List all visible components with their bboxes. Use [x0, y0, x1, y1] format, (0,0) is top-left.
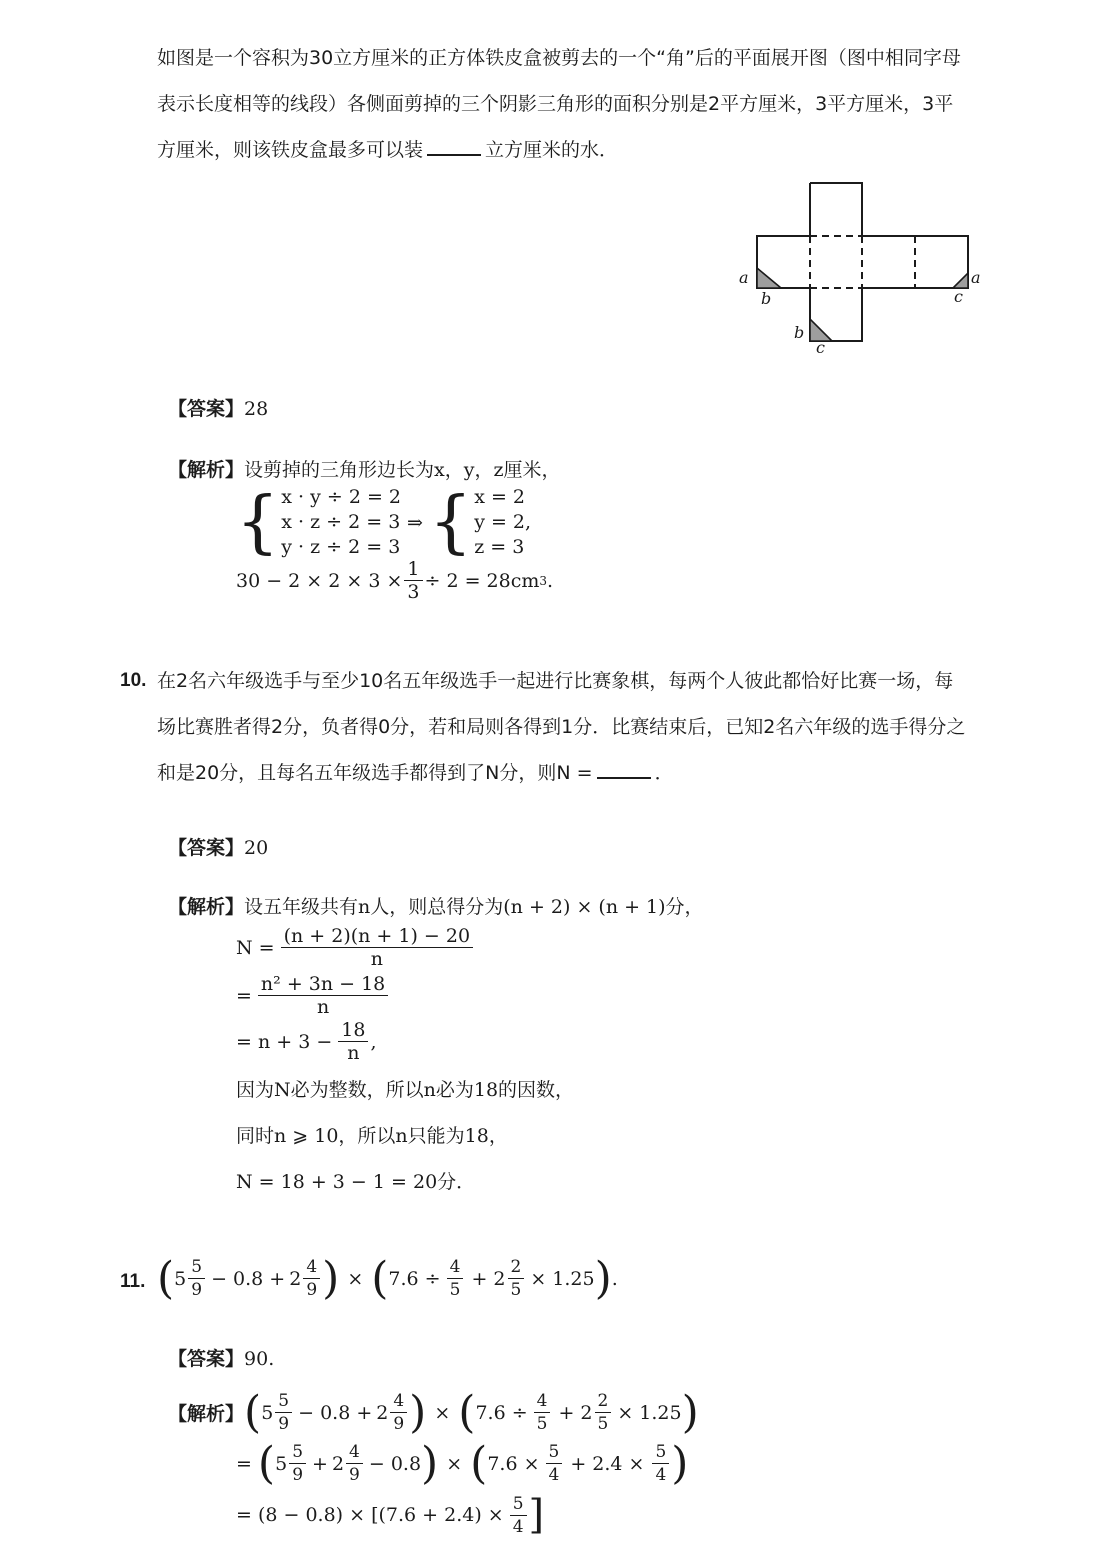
- paren: (: [157, 1252, 175, 1304]
- numerator: 2: [508, 1256, 525, 1279]
- numerator: 18: [338, 1019, 368, 1042]
- period: .: [611, 1267, 618, 1290]
- superscript: 3: [539, 573, 548, 588]
- paren: ): [421, 1437, 439, 1489]
- denominator: 5: [510, 1280, 522, 1300]
- equation: x · y ÷ 2 = 2: [281, 486, 402, 508]
- fraction: [534, 1390, 551, 1435]
- operator-text: 7.6 ÷: [475, 1401, 528, 1424]
- denominator: n: [316, 996, 330, 1018]
- q10-line-2: 场比赛胜者得2分，负者得0分，若和局则各得到1分．比赛结束后，已知2名六年级的选手得分之: [157, 716, 966, 738]
- q9-equation-system: [236, 482, 532, 562]
- denominator: 5: [449, 1280, 461, 1300]
- system-left: [281, 485, 401, 560]
- analysis-label: 【解析】: [168, 1403, 245, 1425]
- answer-label: 【答案】: [168, 398, 245, 420]
- numerator: 1: [404, 558, 422, 581]
- label-a-right: a: [971, 268, 981, 287]
- analysis-label: 【解析】: [168, 896, 245, 918]
- times-sign: ×: [446, 1452, 463, 1475]
- equation: x · z ÷ 2 = 3: [281, 511, 401, 533]
- equation: x = 2: [474, 486, 526, 508]
- numerator: 4: [303, 1256, 320, 1279]
- numerator: 5: [546, 1441, 563, 1464]
- denominator: 9: [278, 1414, 290, 1434]
- q10-line-3-text: 和是20分，且每名五年级选手都得到了N分，则N =: [157, 762, 593, 784]
- equation: z = 3: [474, 536, 525, 558]
- paren: (: [458, 1386, 476, 1438]
- q10-answer: [168, 833, 268, 860]
- label-c-right: c: [954, 287, 963, 306]
- numerator: 4: [346, 1441, 363, 1464]
- paren: ): [322, 1252, 340, 1304]
- q9-answer-blank: [427, 136, 481, 156]
- q10-line-c: N = 18 + 3 − 1 = 20分．: [236, 1171, 476, 1193]
- q10-analysis: [168, 892, 704, 919]
- denominator: 4: [655, 1465, 667, 1485]
- q9-answer: [168, 394, 268, 421]
- denominator: 5: [536, 1414, 548, 1434]
- fraction: [404, 558, 422, 603]
- q11-number: 11.: [120, 1271, 146, 1292]
- times-sign: ×: [434, 1401, 451, 1424]
- fraction: [275, 1390, 292, 1435]
- q10-line-3: [157, 750, 674, 796]
- mixed-whole: 5: [275, 1452, 288, 1475]
- numerator: 5: [275, 1390, 292, 1413]
- mixed-whole: 5: [261, 1401, 274, 1424]
- analysis-text: 设五年级共有n人，则总得分为(n + 2) × (n + 1)分，: [244, 896, 704, 918]
- fraction: [258, 973, 388, 1018]
- answer-label: 【答案】: [168, 837, 245, 859]
- fraction: [447, 1256, 464, 1301]
- denominator: n: [370, 948, 383, 970]
- step-text: = (8 − 0.8) × [(7.6 + 2.4) ×: [236, 1504, 504, 1526]
- q9-analysis: [168, 455, 560, 482]
- fraction: [338, 1019, 368, 1064]
- implies-arrow: ⇒: [407, 511, 423, 534]
- shaded-triangle-right: [953, 273, 968, 288]
- calc-text: ÷ 2 = 28cm: [424, 569, 540, 592]
- label-b-bottom: b: [794, 323, 805, 342]
- answer-value: 90.: [244, 1348, 275, 1370]
- net-fold-lines: [810, 236, 915, 288]
- denominator: 9: [306, 1280, 318, 1300]
- numerator: 4: [390, 1390, 407, 1413]
- system-right: [474, 485, 531, 560]
- numerator: 5: [510, 1493, 527, 1516]
- mixed-whole: 2: [376, 1401, 389, 1424]
- times-sign: ×: [347, 1267, 364, 1290]
- denominator: 9: [292, 1465, 304, 1485]
- q10-line-a: 因为N必为整数，所以n必为18的因数，: [236, 1079, 575, 1101]
- denominator: 3: [407, 581, 420, 603]
- answer-value: 28: [244, 398, 269, 420]
- paren: (: [470, 1437, 488, 1489]
- q11-expression: [157, 1252, 618, 1304]
- denominator: 9: [349, 1465, 360, 1485]
- fraction: [508, 1256, 525, 1301]
- q9-line-3-text: 方厘米，则该铁皮盒最多可以装: [157, 139, 424, 161]
- analysis-text: 设剪掉的三角形边长为x，y，z厘米，: [244, 459, 561, 481]
- paren: (: [371, 1252, 389, 1304]
- q10-answer-blank: [597, 759, 651, 779]
- step-lhs: =: [236, 984, 252, 1007]
- q9-line-1: 如图是一个容积为30立方厘米的正方体铁皮盒被剪去的一个“角”后的平面展开图（图中相同字母: [157, 47, 961, 69]
- q11-answer: [168, 1344, 274, 1371]
- label-b-left: b: [761, 289, 772, 308]
- operator-text: 7.6 ÷: [388, 1267, 441, 1290]
- denominator: 4: [548, 1465, 560, 1485]
- paren: ): [409, 1386, 427, 1438]
- paren: (: [257, 1437, 276, 1489]
- fraction: [390, 1390, 407, 1435]
- operator-text: − 0.8: [368, 1452, 422, 1475]
- q9-volume-calc: [236, 558, 553, 603]
- numerator: 2: [595, 1390, 612, 1413]
- numerator: n² + 3n − 18: [258, 973, 388, 996]
- fraction: [281, 925, 473, 970]
- equals-sign: =: [236, 1452, 252, 1475]
- q9-line-2: 表示长度相等的线段）各侧面剪掉的三个阴影三角形的面积分别是2平方厘米，3平方厘米，3平: [157, 93, 954, 115]
- fraction: [303, 1256, 320, 1301]
- step-text: ,: [370, 1030, 377, 1053]
- denominator: 5: [597, 1414, 609, 1434]
- operator-text: + 2: [471, 1267, 506, 1290]
- operator-text: × 1.25: [617, 1401, 682, 1424]
- operator-text: − 0.8 +: [211, 1267, 286, 1290]
- denominator: 9: [191, 1280, 203, 1300]
- q11-analysis-line-2: [236, 1437, 689, 1489]
- bracket: ]: [528, 1492, 545, 1538]
- fraction: [188, 1256, 205, 1301]
- step-text: = n + 3 −: [236, 1030, 333, 1053]
- mixed-whole: 5: [174, 1267, 187, 1290]
- shaded-triangle-left: [757, 268, 781, 288]
- numerator: 5: [652, 1441, 669, 1464]
- q10-line-3-end: ．: [654, 762, 674, 784]
- q10-number: 10.: [120, 670, 147, 691]
- q9-line-3: [157, 127, 618, 173]
- q10-step-1: [236, 925, 475, 970]
- paren: (: [244, 1386, 262, 1438]
- analysis-label: 【解析】: [168, 459, 245, 481]
- operator-text: × 1.25: [530, 1267, 595, 1290]
- mixed-whole: 2: [289, 1267, 302, 1290]
- numerator: 4: [447, 1256, 464, 1279]
- calc-text: .: [547, 569, 554, 592]
- paren: ): [681, 1386, 699, 1438]
- numerator: 5: [289, 1441, 306, 1464]
- answer-label: 【答案】: [168, 1348, 245, 1370]
- numerator: 5: [188, 1256, 205, 1279]
- calc-text: 30 − 2 × 2 × 3 ×: [236, 569, 403, 592]
- operator-text: − 0.8 +: [298, 1401, 373, 1424]
- cube-net-figure: [730, 175, 990, 360]
- plus-sign: +: [312, 1452, 328, 1475]
- q10-step-3: [236, 1019, 376, 1064]
- operator-text: + 2: [558, 1401, 593, 1424]
- fraction: [510, 1493, 527, 1538]
- fraction: [595, 1390, 612, 1435]
- label-c-bottom: c: [816, 338, 825, 357]
- paren: ): [671, 1437, 689, 1489]
- denominator: n: [347, 1042, 360, 1064]
- q10-line-b: 同时n ⩾ 10，所以n只能为18，: [236, 1125, 508, 1147]
- denominator: 4: [512, 1516, 524, 1537]
- left-brace: {: [236, 482, 280, 562]
- denominator: 9: [393, 1414, 405, 1434]
- equation: y · z ÷ 2 = 3: [281, 536, 401, 558]
- operator-text: 7.6 ×: [487, 1452, 540, 1475]
- fraction: [652, 1441, 669, 1486]
- q11-analysis-line-1: [168, 1386, 699, 1438]
- paren: ): [594, 1252, 612, 1304]
- numerator: 4: [534, 1390, 551, 1413]
- operator-text: + 2.4 ×: [570, 1452, 645, 1475]
- q11-analysis-line-3: [236, 1492, 544, 1538]
- fraction: [546, 1441, 563, 1486]
- fraction: [289, 1441, 306, 1486]
- mixed-whole: 2: [331, 1452, 345, 1475]
- equation: y = 2,: [474, 511, 532, 533]
- fraction: [346, 1441, 363, 1486]
- step-lhs: N =: [236, 936, 275, 959]
- q9-line-3-end: 立方厘米的水．: [485, 139, 619, 161]
- q10-line-1: 在2名六年级选手与至少10名五年级选手一起进行比赛象棋，每两个人彼此都恰好比赛一场，每: [157, 670, 954, 692]
- numerator: (n + 2)(n + 1) − 20: [281, 925, 473, 948]
- answer-value: 20: [244, 837, 269, 859]
- right-brace: {: [428, 482, 473, 562]
- q10-step-2: [236, 973, 390, 1018]
- label-a-left: a: [739, 268, 749, 287]
